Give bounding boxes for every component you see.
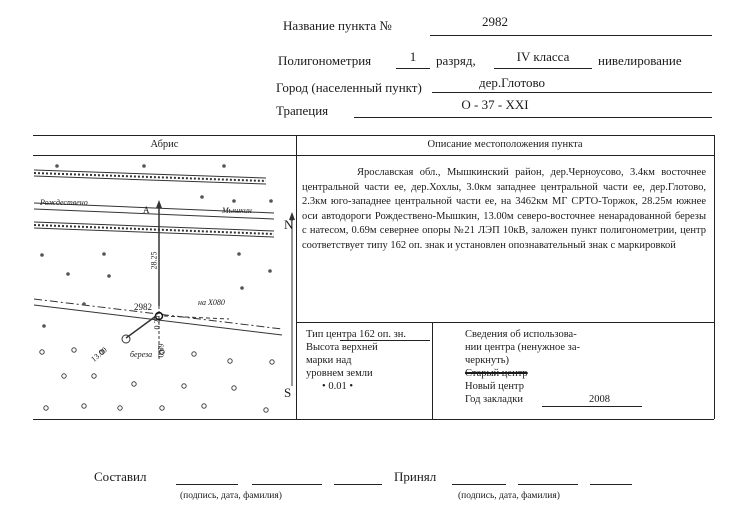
city-value: дер.Глотово xyxy=(478,75,546,90)
road-label-2: Мышкин xyxy=(222,206,252,215)
sketch-drawing xyxy=(34,156,296,418)
center-type-line: Тип центра 162 оп. зн. xyxy=(306,329,407,340)
city-underline xyxy=(432,92,712,93)
compiled-line-3 xyxy=(334,484,382,485)
usage-block xyxy=(465,328,710,406)
class-value: IV класса xyxy=(516,49,570,64)
accepted-caption: (подпись, дата, фамилия) xyxy=(458,491,560,501)
compiled-line-2 xyxy=(252,484,322,485)
sketch-title: Абрис xyxy=(150,139,179,150)
frame-right xyxy=(714,135,715,419)
point-number: 2982 xyxy=(482,14,508,29)
height-label-1: Высота верхней xyxy=(306,342,378,353)
usage-title-3: черкнуть) xyxy=(465,355,510,366)
point-name-label: Название пункта № xyxy=(283,18,392,33)
south-label: S xyxy=(284,385,292,400)
sketch-point-label: 2982 xyxy=(134,302,152,312)
sketch-distance-3: 0.25 xyxy=(152,315,162,330)
height-value-row: • 0.01 • xyxy=(322,381,353,392)
city-label: Город (населенный пункт) xyxy=(276,80,422,95)
usage-title-2: нии центра (ненужное за- xyxy=(465,342,580,353)
leveling-label: нивелирование xyxy=(598,53,682,68)
center-type xyxy=(306,328,430,393)
year-underline xyxy=(542,406,642,407)
frame-divider xyxy=(296,135,297,419)
polygonometry-label: Полигонометрия xyxy=(278,53,372,68)
usage-title-1: Сведения об использова- xyxy=(465,329,577,340)
sketch-tree-label: береза xyxy=(130,350,153,359)
frame-bottom xyxy=(33,419,714,420)
compiled-caption: (подпись, дата, фамилия) xyxy=(180,491,282,501)
trapezium-underline xyxy=(354,117,712,118)
accepted-line-1 xyxy=(452,484,506,485)
razryad-label: разряд, xyxy=(436,53,476,68)
trapezium-label: Трапеция xyxy=(276,103,329,118)
accepted-line-3 xyxy=(590,484,632,485)
sketch-to-label: на Х080 xyxy=(198,298,225,307)
year-row xyxy=(465,393,710,406)
sketch-distance-4: 28.25 xyxy=(149,251,159,270)
old-center: Старый центр xyxy=(465,368,528,379)
height-label-2: марки над xyxy=(306,355,352,366)
north-label: N xyxy=(284,217,294,232)
year-label: Год закладки xyxy=(465,394,523,405)
sketch-distance-2: 0.69 xyxy=(156,343,166,358)
compiled-line-1 xyxy=(176,484,238,485)
polygonometry-underline xyxy=(396,68,430,69)
center-type-underline xyxy=(340,340,430,341)
new-center: Новый центр xyxy=(465,381,524,392)
year-value: 2008 xyxy=(588,394,610,405)
sketch-distance-1: 13.00 xyxy=(89,345,109,364)
lower-box-divider xyxy=(432,322,433,419)
compiled-label: Составил xyxy=(94,469,147,484)
description-title: Описание местоположения пункта xyxy=(427,139,583,150)
height-value: 0.01 xyxy=(328,381,347,392)
polygonometry-value: 1 xyxy=(409,49,417,64)
trapezium-value: O - 37 - XXI xyxy=(461,97,529,112)
sketch-letter-a: А xyxy=(143,205,150,215)
road-label: Рождествено xyxy=(40,198,88,207)
accepted-line-2 xyxy=(518,484,578,485)
lower-box-top xyxy=(296,322,714,323)
class-underline xyxy=(494,68,592,69)
point-number-underline xyxy=(430,35,712,36)
height-label-3: уровнем земли xyxy=(306,368,373,379)
accepted-label: Принял xyxy=(394,469,437,484)
location-description: Ярославская обл., Мышкинский район, дер.Черноусово, 3.4км восточнее центральной части ее, дер.Хохлы, 3.0км западнее центральной части ее, дер.Глотово, 2.3км юго-западнее центральной части ее, на 3462км МГ СРТО-Торжок, 28.25м южнее оси автодороги Рождествено-Мышкин, 13.00м северо-восточнее ненарадованной березы с натесом, 0.69м севернее опоры №21 ЛЭП 10кВ, заложен пункт полигонометрии, центр соответствует типу 162 оп. знак и установлен опознавательный знак с маркировкой xyxy=(302,167,706,251)
frame-top xyxy=(33,135,714,136)
